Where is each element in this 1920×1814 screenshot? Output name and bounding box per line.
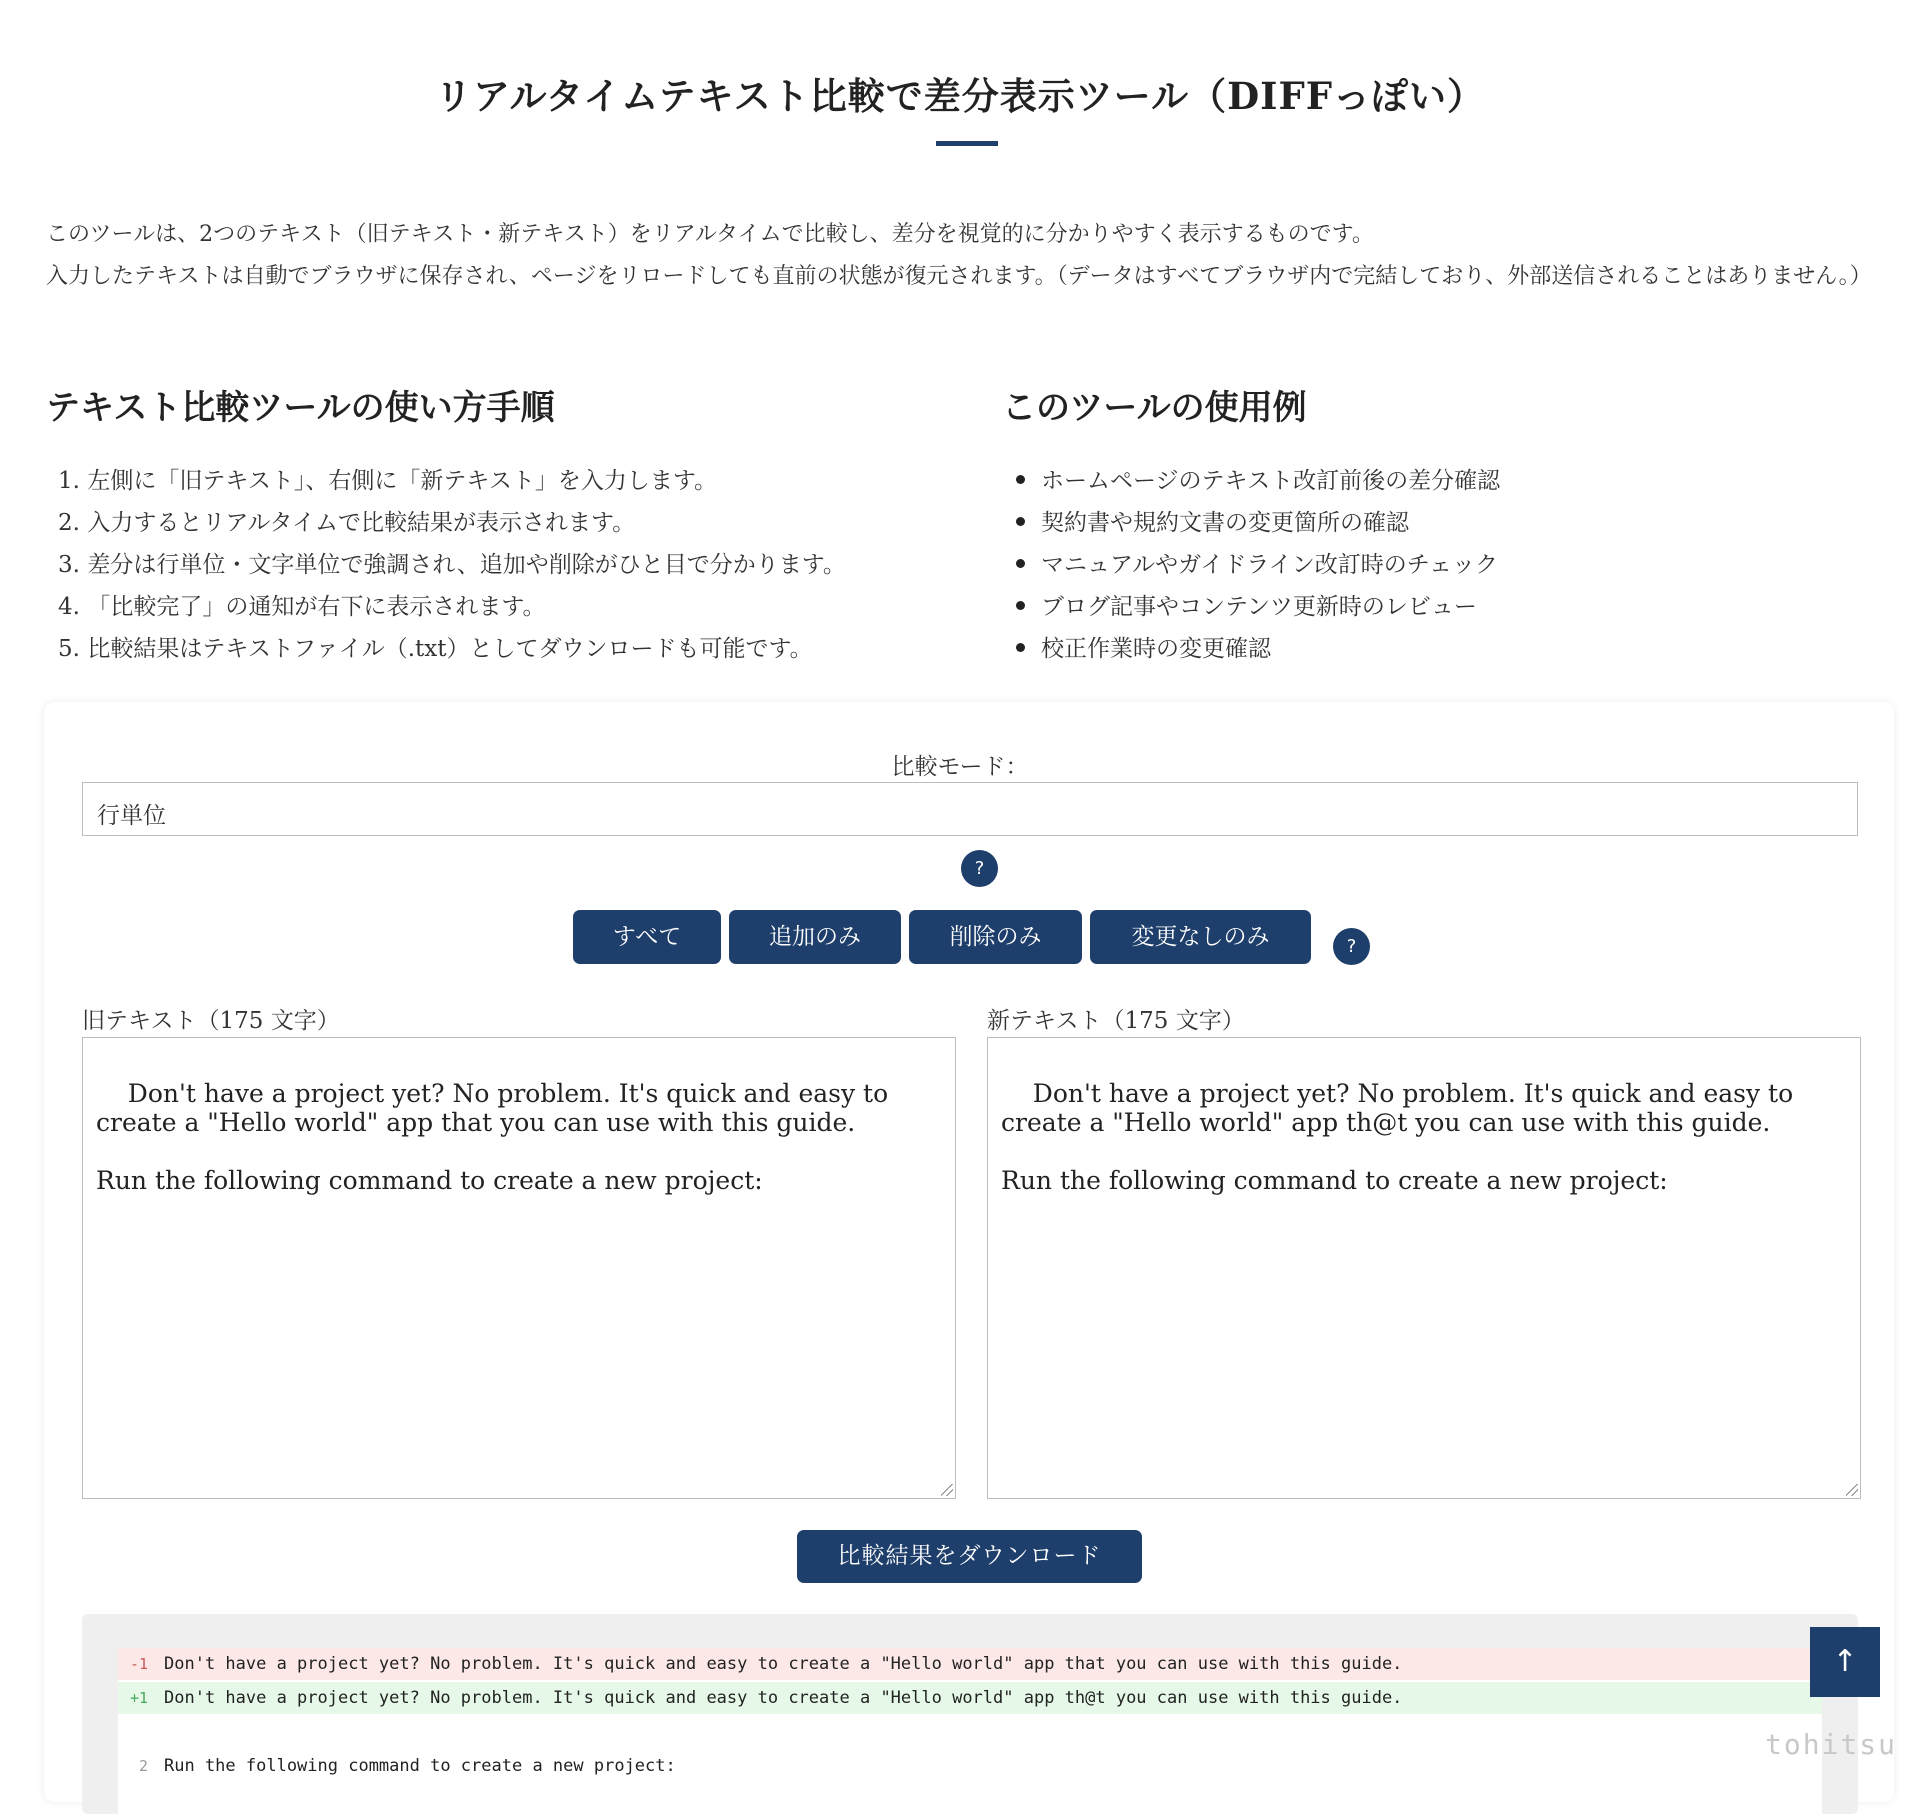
- mode-label: 比較モード：: [891, 754, 1029, 780]
- diff-result-body: [118, 1648, 1822, 1814]
- howto-step: 4. 「比較完了」の通知が右下に表示されます。: [58, 594, 546, 620]
- mode-help-icon[interactable]: ?: [961, 850, 998, 887]
- usecase-item: 校正作業時の変更確認: [1016, 628, 1500, 670]
- intro-text: [46, 214, 1882, 298]
- intro-line-2: 入力したテキストは自動でブラウザに保存され、ページをリロードしても直前の状態が復元されます。（データはすべてブラウザ内で完結しており、外部送信されることはありません。）: [46, 264, 1872, 289]
- old-text-label: 旧テキスト（175 文字）: [82, 1008, 340, 1034]
- usecases-list: [1016, 460, 1500, 670]
- howto-steps: [58, 460, 846, 670]
- compare-mode-select[interactable]: 行単位: [82, 782, 1858, 836]
- watermark: tohitsu: [1765, 1728, 1898, 1761]
- diff-line-added: +1 Don't have a project yet? No problem. It's quick and easy to create a "Hello world" app th@t you can use with this guide.: [118, 1682, 1822, 1714]
- usecase-item: ブログ記事やコンテンツ更新時のレビュー: [1016, 586, 1500, 628]
- diff-result: [82, 1614, 1858, 1814]
- usecase-item: 契約書や規約文書の変更箇所の確認: [1016, 502, 1500, 544]
- resize-handle-icon[interactable]: [1846, 1484, 1858, 1496]
- usecase-item: ホームページのテキスト改訂前後の差分確認: [1016, 460, 1500, 502]
- old-textarea-content: Don't have a project yet? No problem. It's quick and easy to create a "Hello world" app that you can use with this guide. Run the following command to create a new project:: [96, 1079, 889, 1195]
- howto-step: 1. 左側に「旧テキスト」、右側に「新テキスト」を入力します。: [58, 468, 718, 494]
- new-textarea[interactable]: [987, 1037, 1861, 1499]
- filter-unchanged-button[interactable]: 変更なしのみ: [1090, 910, 1311, 964]
- intro-line-1: このツールは、2つのテキスト（旧テキスト・新テキスト）をリアルタイムで比較し、差分を視覚的に分かりやすく表示するものです。: [46, 222, 1374, 247]
- diff-line-unchanged: 2 Run the following command to create a new project:: [138, 1756, 676, 1776]
- diff-line-deleted: -1 Don't have a project yet? No problem. It's quick and easy to create a "Hello world" app that you can use with this guide.: [118, 1648, 1822, 1680]
- howto-step: 5. 比較結果はテキストファイル（.txt）としてダウンロードも可能です。: [58, 636, 813, 662]
- new-textarea-content: Don't have a project yet? No problem. It's quick and easy to create a "Hello world" app th@t you can use with this guide. Run the following command to create a new project:: [1001, 1079, 1794, 1195]
- old-textarea[interactable]: [82, 1037, 956, 1499]
- page-title: リアルタイムテキスト比較で差分表示ツール（DIFFっぽい）: [434, 74, 1485, 118]
- diff-line-blank: [118, 1716, 1822, 1748]
- howto-step: 3. 差分は行単位・文字単位で強調され、追加や削除がひと目で分かります。: [58, 552, 846, 578]
- usecases-heading: このツールの使用例: [1002, 388, 1307, 428]
- filter-deleted-button[interactable]: 削除のみ: [909, 910, 1082, 964]
- howto-step: 2. 入力するとリアルタイムで比較結果が表示されます。: [58, 510, 636, 536]
- arrow-up-icon: ↑: [1832, 1644, 1858, 1679]
- howto-heading: テキスト比較ツールの使い方手順: [46, 388, 555, 428]
- usecase-item: マニュアルやガイドライン改訂時のチェック: [1016, 544, 1500, 586]
- filter-all-button[interactable]: すべて: [573, 910, 721, 964]
- title-underline: [936, 141, 998, 146]
- filter-help-icon[interactable]: ?: [1333, 928, 1370, 965]
- new-text-label: 新テキスト（175 文字）: [987, 1008, 1245, 1034]
- download-button[interactable]: 比較結果をダウンロード: [797, 1530, 1142, 1583]
- back-to-top-button[interactable]: [1810, 1627, 1880, 1697]
- resize-handle-icon[interactable]: [941, 1484, 953, 1496]
- filter-added-button[interactable]: 追加のみ: [729, 910, 901, 964]
